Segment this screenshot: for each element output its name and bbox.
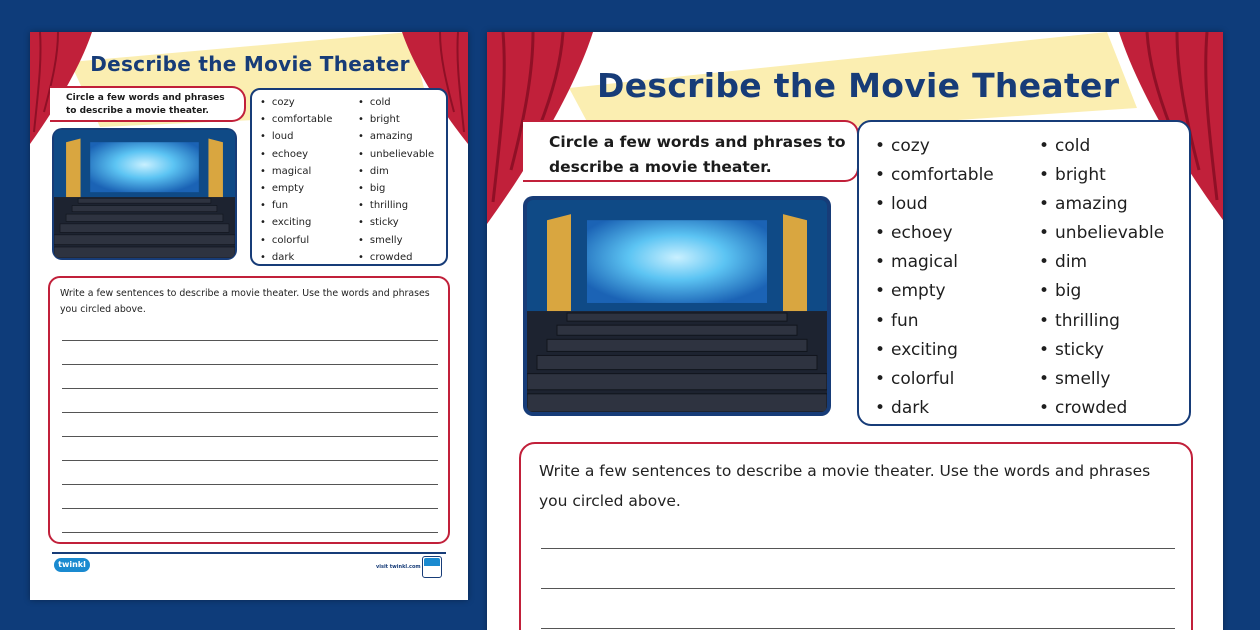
footer-divider <box>52 552 446 554</box>
writing-line <box>541 628 1175 629</box>
word-bank <box>857 120 1191 426</box>
word-item: • smelly <box>358 232 434 249</box>
word-item: • dim <box>358 163 434 180</box>
writing-prompt <box>539 456 1184 516</box>
word-item: • exciting <box>875 336 994 365</box>
writing-line <box>62 412 438 413</box>
word-bank <box>250 88 448 266</box>
writing-area <box>519 442 1193 630</box>
word-list-right <box>1039 132 1164 423</box>
page-title: Describe the Movie Theater <box>597 66 1120 105</box>
word-item: • fun <box>875 307 994 336</box>
writing-line <box>62 532 438 533</box>
word-list-right <box>358 94 434 266</box>
writing-prompt: Write a few sentences to describe a movie theater. Use the words and phrases you circled above. <box>60 288 430 315</box>
writing-line <box>62 388 438 389</box>
word-item: • dark <box>875 394 994 423</box>
word-item: • unbelievable <box>358 146 434 163</box>
word-item: • bright <box>358 111 434 128</box>
worksheet-preview <box>487 32 1223 630</box>
word-item: • colorful <box>875 365 994 394</box>
word-item: • cold <box>358 94 434 111</box>
instruction-text: Circle a few words and phrases to describe a movie theater. <box>549 133 846 176</box>
word-item: • cozy <box>875 132 994 161</box>
word-item: • big <box>358 180 434 197</box>
word-item: • echoey <box>875 219 994 248</box>
writing-area <box>48 276 450 544</box>
word-item: • amazing <box>1039 190 1164 219</box>
writing-line <box>62 436 438 437</box>
page-title: Describe the Movie Theater <box>90 52 410 76</box>
movie-theater-photo <box>527 200 827 412</box>
word-item: • crowded <box>358 249 434 266</box>
instruction-text: Circle a few words and phrases to describe a movie theater. <box>66 93 225 116</box>
footer-visit-text: visit twinkl.com <box>376 564 421 570</box>
writing-line <box>62 364 438 365</box>
word-item: • magical <box>260 163 332 180</box>
word-item: • colorful <box>260 232 332 249</box>
writing-line <box>541 588 1175 589</box>
writing-line <box>62 508 438 509</box>
worksheet-thumbnail <box>30 32 468 600</box>
instruction-box <box>50 86 246 122</box>
word-item: • echoey <box>260 146 332 163</box>
photo-frame <box>52 128 237 260</box>
word-item: • crowded <box>1039 394 1164 423</box>
word-item: • empty <box>260 180 332 197</box>
word-list-left <box>260 94 332 266</box>
writing-line <box>62 460 438 461</box>
word-item: • cold <box>1039 132 1164 161</box>
word-item: • loud <box>260 128 332 145</box>
word-item: • thrilling <box>1039 307 1164 336</box>
word-item: • bright <box>1039 161 1164 190</box>
word-item: • magical <box>875 248 994 277</box>
twinkl-logo: twinkl <box>54 558 90 572</box>
instruction-box <box>523 120 859 182</box>
word-item: • fun <box>260 197 332 214</box>
word-item: • unbelievable <box>1039 219 1164 248</box>
word-item: • dim <box>1039 248 1164 277</box>
word-item: • amazing <box>358 128 434 145</box>
word-item: • thrilling <box>358 197 434 214</box>
word-item: • empty <box>875 277 994 306</box>
writing-prompt-line: Write a few sentences to describe a movie theater. Use the words and phrases <box>539 462 1151 480</box>
word-item: • comfortable <box>260 111 332 128</box>
word-item: • loud <box>875 190 994 219</box>
word-list-left <box>875 132 994 423</box>
photo-frame <box>523 196 831 416</box>
writing-prompt-line: you circled above. <box>539 492 681 510</box>
quality-badge-icon <box>422 556 442 578</box>
word-item: • comfortable <box>875 161 994 190</box>
word-item: • smelly <box>1039 365 1164 394</box>
writing-line <box>62 340 438 341</box>
word-item: • dark <box>260 249 332 266</box>
word-item: • exciting <box>260 214 332 231</box>
word-item: • sticky <box>358 214 434 231</box>
writing-line <box>541 548 1175 549</box>
movie-theater-photo <box>54 130 235 258</box>
writing-line <box>62 484 438 485</box>
word-item: • big <box>1039 277 1164 306</box>
word-item: • cozy <box>260 94 332 111</box>
word-item: • sticky <box>1039 336 1164 365</box>
